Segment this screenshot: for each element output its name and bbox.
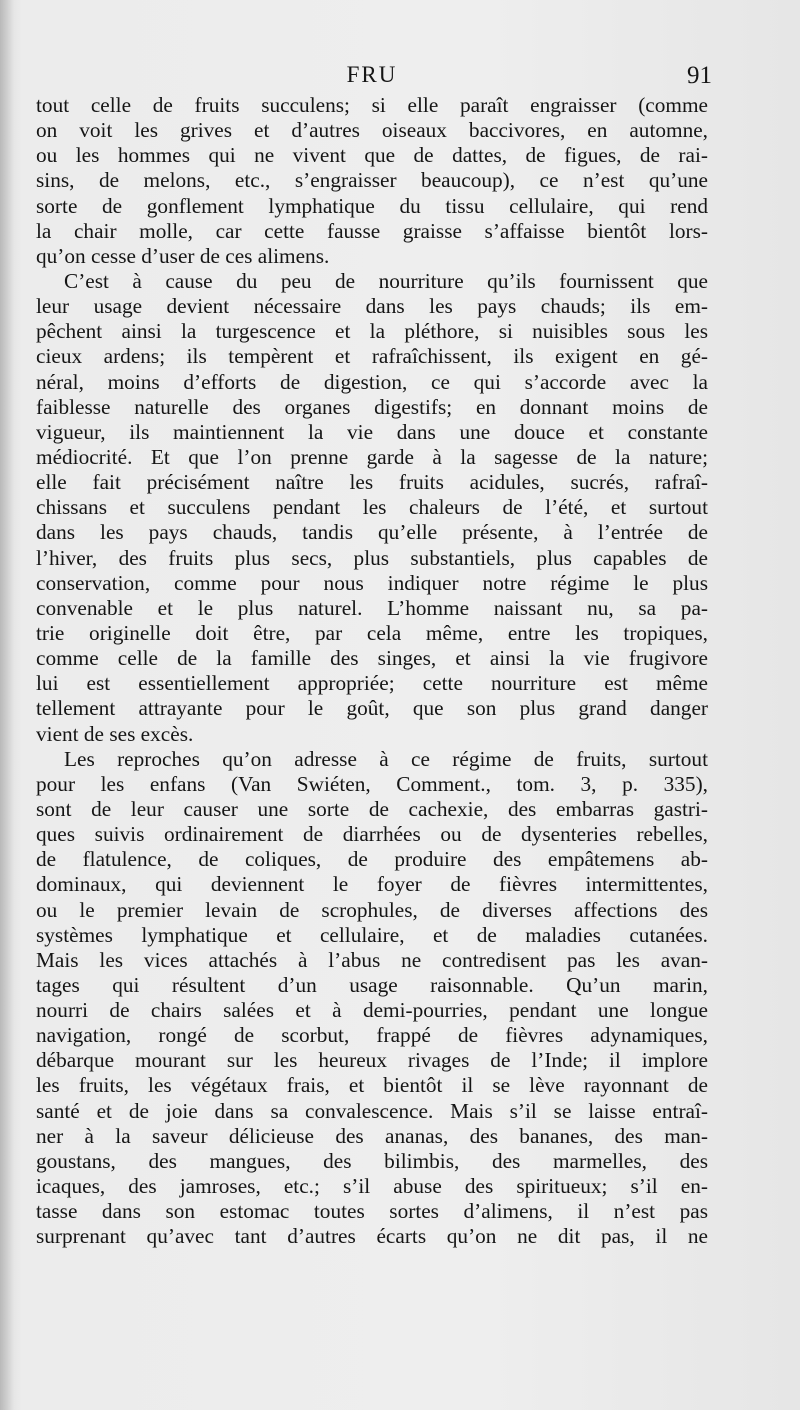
text-line: systèmes lymphatique et cellulaire, et de maladies cutanées. bbox=[36, 922, 708, 947]
text-line: navigation, rongé de scorbut, frappé de fièvres adynamiques, bbox=[36, 1023, 708, 1048]
text-line: trie originelle doit être, par cela même, entre les tropiques, bbox=[36, 620, 708, 645]
text-line: dominaux, qui deviennent le foyer de fièvres intermittentes, bbox=[36, 872, 708, 897]
text-line: ou le premier levain de scrophules, de diverses affections des bbox=[36, 897, 708, 922]
text-line: comme celle de la famille des singes, et ainsi la vie frugivore bbox=[36, 646, 708, 671]
text-line: tellement attrayante pour le goût, que son plus grand danger bbox=[36, 696, 708, 721]
text-line: les fruits, les végétaux frais, et bientôt il se lève rayonnant de bbox=[36, 1073, 708, 1098]
paragraph-start-line: Les reproches qu’on adresse à ce régime de fruits, surtout bbox=[64, 746, 708, 771]
text-line: qu’on cesse d’user de ces alimens. bbox=[36, 243, 330, 268]
text-line: Mais les vices attachés à l’abus ne contredisent pas les avan- bbox=[36, 947, 708, 972]
paragraph-start-line: C’est à cause du peu de nourriture qu’ils fournissent que bbox=[64, 268, 708, 293]
text-line: goustans, des mangues, des bilimbis, des marmelles, des bbox=[36, 1148, 708, 1173]
text-line: néral, moins d’efforts de digestion, ce qui s’accorde avec la bbox=[36, 369, 708, 394]
text-line: surprenant qu’avec tant d’autres écarts qu’on ne dit pas, il ne bbox=[36, 1224, 708, 1249]
text-line: nourri de chairs salées et à demi-pourries, pendant une longue bbox=[36, 998, 708, 1023]
text-line: ner à la saveur délicieuse des ananas, des bananes, des man- bbox=[36, 1123, 708, 1148]
text-line: leur usage devient nécessaire dans les pays chauds; ils em- bbox=[36, 294, 708, 319]
text-line: pêchent ainsi la turgescence et la pléthore, si nuisibles sous les bbox=[36, 319, 708, 344]
page-number: 91 bbox=[687, 62, 712, 89]
text-line: santé et de joie dans sa convalescence. Mais s’il se laisse entraî- bbox=[36, 1098, 708, 1123]
running-head-title: FRU bbox=[346, 62, 398, 87]
text-line: lui est essentiellement appropriée; cette nourriture est même bbox=[36, 671, 708, 696]
text-line: la chair molle, car cette fausse graisse s’affaisse bientôt lors- bbox=[36, 218, 708, 243]
text-line: faiblesse naturelle des organes digestifs; en donnant moins de bbox=[36, 394, 708, 419]
text-line: chissans et succulens pendant les chaleurs de l’été, et surtout bbox=[36, 495, 708, 520]
text-line: sont de leur causer une sorte de cachexie, des embarras gastri- bbox=[36, 796, 708, 821]
text-line: ou les hommes qui ne vivent que de dattes, de figues, de rai- bbox=[36, 143, 708, 168]
binding-shadow bbox=[0, 0, 14, 1410]
text-line: de flatulence, de coliques, de produire des empâtemens ab- bbox=[36, 847, 708, 872]
text-line: l’hiver, des fruits plus secs, plus substantiels, plus capables de bbox=[36, 545, 708, 570]
text-line: elle fait précisément naître les fruits acidules, sucrés, rafraî- bbox=[36, 470, 708, 495]
text-line: tasse dans son estomac toutes sortes d’alimens, il n’est pas bbox=[36, 1199, 708, 1224]
body-text bbox=[36, 93, 708, 1249]
text-line: vient de ses excès. bbox=[36, 721, 194, 746]
text-line: ques suivis ordinairement de diarrhées ou de dysenteries rebelles, bbox=[36, 822, 708, 847]
text-line: dans les pays chauds, tandis qu’elle présente, à l’entrée de bbox=[36, 520, 708, 545]
text-line: sorte de gonflement lymphatique du tissu cellulaire, qui rend bbox=[36, 193, 708, 218]
text-line: médiocrité. Et que l’on prenne garde à la sagesse de la nature; bbox=[36, 444, 708, 469]
text-line: débarque mourant sur les heureux rivages de l’Inde; il implore bbox=[36, 1048, 708, 1073]
text-line: cieux ardens; ils tempèrent et rafraîchissent, ils exigent en gé- bbox=[36, 344, 708, 369]
text-line: vigueur, ils maintiennent la vie dans une douce et constante bbox=[36, 419, 708, 444]
text-line: sins, de melons, etc., s’engraisser beaucoup), ce n’est qu’une bbox=[36, 168, 708, 193]
text-line: icaques, des jamroses, etc.; s’il abuse des spiritueux; s’il en- bbox=[36, 1174, 708, 1199]
text-line: pour les enfans (Van Swiéten, Comment., tom. 3, p. 335), bbox=[36, 771, 708, 796]
text-line: tout celle de fruits succulens; si elle paraît engraisser (comme bbox=[36, 93, 708, 117]
text-line: conservation, comme pour nous indiquer notre régime le plus bbox=[36, 570, 708, 595]
text-line: on voit les grives et d’autres oiseaux baccivores, en automne, bbox=[36, 118, 708, 143]
text-line: convenable et le plus naturel. L’homme naissant nu, sa pa- bbox=[36, 595, 708, 620]
text-line: tages qui résultent d’un usage raisonnable. Qu’un marin, bbox=[36, 972, 708, 997]
running-head bbox=[36, 58, 712, 94]
